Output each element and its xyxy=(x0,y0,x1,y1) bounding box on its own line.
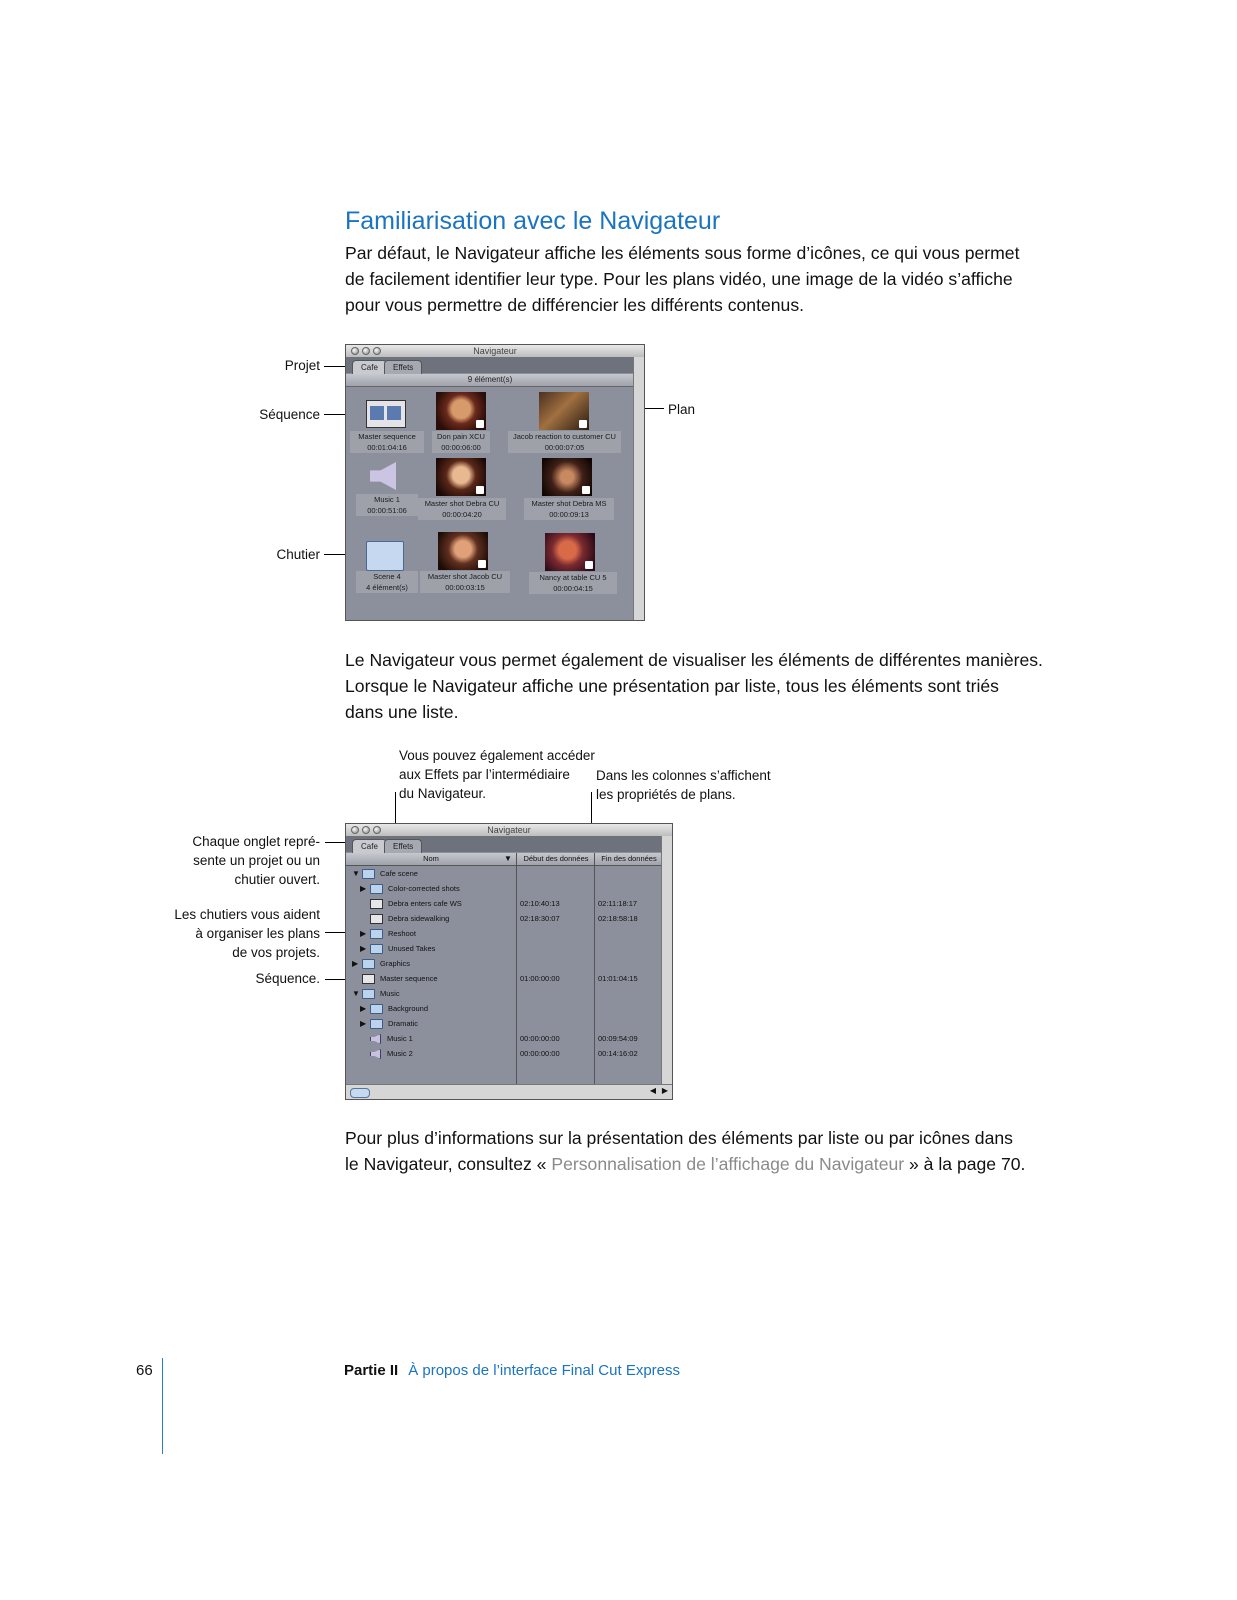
row-end-time: 02:11:18:17 xyxy=(598,899,638,908)
audio-icon xyxy=(370,1049,381,1059)
speaker-icon xyxy=(478,560,486,568)
item-label: Master sequence 00:01:04:16 xyxy=(350,431,424,453)
item-label: Don pain XCU 00:00:06:00 xyxy=(432,431,490,453)
column-header-row xyxy=(346,853,662,866)
page-number: 66 xyxy=(136,1362,153,1379)
bin-folder-icon xyxy=(362,869,375,879)
window-title: Navigateur xyxy=(473,346,517,356)
callout-plan: Plan xyxy=(668,402,696,417)
bin-folder-icon xyxy=(370,1004,383,1014)
vertical-scrollbar[interactable] xyxy=(633,357,644,620)
row-end-time: 00:14:16:02 xyxy=(598,1049,638,1058)
sequence-icon[interactable] xyxy=(366,400,406,428)
clip-icon xyxy=(370,914,383,924)
bin-folder-icon[interactable] xyxy=(366,541,404,571)
clip-thumbnail-nancy[interactable] xyxy=(545,533,595,571)
row-start-time: 02:18:30:07 xyxy=(520,914,560,923)
callout-effets: Vous pouvez également accéder aux Effets par l’intermédiaire du Navigateur. xyxy=(399,748,595,801)
table-row[interactable] xyxy=(346,971,662,986)
section-heading: Familiarisation avec le Navigateur xyxy=(345,207,721,235)
row-name: Dramatic xyxy=(388,1019,419,1028)
item-label: Music 1 00:00:51:06 xyxy=(356,494,418,516)
row-name: Master sequence xyxy=(380,974,438,983)
horizontal-scrollbar[interactable] xyxy=(346,1084,672,1099)
table-row[interactable] xyxy=(346,1016,662,1031)
table-row[interactable] xyxy=(346,1046,662,1061)
footer-rule xyxy=(162,1358,163,1454)
bin-folder-icon xyxy=(370,929,383,939)
row-start-time: 00:00:00:00 xyxy=(520,1034,560,1043)
clip-thumbnail-jacob-reaction[interactable] xyxy=(539,392,589,430)
speaker-icon xyxy=(579,420,587,428)
list-view-paragraph: Le Navigateur vous permet également de visualiser les éléments de différentes manières. Lorsque le Navigateur affiche une présentation par liste, tous les éléments sont triés dans une liste. xyxy=(345,650,1043,722)
item-label: Nancy at table CU 5 00:00:04:15 xyxy=(529,572,617,594)
tab-effets[interactable]: Effets xyxy=(384,839,422,853)
clip-thumbnail-jacob-cu[interactable] xyxy=(438,532,488,570)
list-body xyxy=(346,866,662,1085)
bin-folder-icon xyxy=(362,989,375,999)
bin-folder-icon xyxy=(370,884,383,894)
navigator-window-list xyxy=(345,823,673,1100)
table-row[interactable] xyxy=(346,941,662,956)
audio-icon xyxy=(370,1034,381,1044)
row-name: Color-corrected shots xyxy=(388,884,460,893)
bin-folder-icon xyxy=(362,959,375,969)
row-name: Reshoot xyxy=(388,929,416,938)
tab-cafe[interactable]: Cafe xyxy=(352,839,387,853)
item-label: Master shot Debra MS 00:00:09:13 xyxy=(524,498,614,520)
table-row[interactable] xyxy=(346,1001,662,1016)
row-end-time: 00:09:54:09 xyxy=(598,1034,638,1043)
tab-effets[interactable]: Effets xyxy=(384,360,422,374)
row-end-time: 02:18:58:18 xyxy=(598,914,638,923)
window-title: Navigateur xyxy=(487,825,531,835)
row-name: Background xyxy=(388,1004,429,1013)
scroll-thumb[interactable] xyxy=(350,1088,370,1098)
tab-cafe[interactable]: Cafe xyxy=(352,360,387,374)
clip-thumbnail-debra-ms[interactable] xyxy=(542,458,592,496)
row-name: Unused Takes xyxy=(388,944,436,953)
callout-projet: Projet xyxy=(284,358,320,373)
disclosure-triangle-closed-icon[interactable]: ▶ xyxy=(360,1004,367,1013)
speaker-icon xyxy=(585,561,593,569)
row-name: Debra enters cafe WS xyxy=(388,899,462,908)
row-start-time: 00:00:00:00 xyxy=(520,1049,560,1058)
disclosure-triangle-closed-icon[interactable]: ▶ xyxy=(360,929,367,938)
speaker-icon xyxy=(476,420,484,428)
tab-strip xyxy=(346,836,672,852)
row-start-time: 01:00:00:00 xyxy=(520,974,560,983)
table-row[interactable] xyxy=(346,956,662,971)
row-name: Graphics xyxy=(380,959,411,968)
row-end-time: 01:01:04:15 xyxy=(598,974,638,983)
item-label: Scene 4 4 élément(s) xyxy=(356,571,418,593)
vertical-scrollbar[interactable] xyxy=(661,836,672,1085)
clip-thumbnail-don[interactable] xyxy=(436,392,486,430)
row-name: Cafe scene xyxy=(380,869,418,878)
more-info-paragraph: Pour plus d’informations sur la présentation des éléments par liste ou par icônes dans le Navigateur, consultez « Personnalisation de l’affichage du Navigateur » à la page 70. xyxy=(345,1128,1026,1174)
column-header-fin[interactable]: Fin des données xyxy=(601,854,657,863)
bin-folder-icon xyxy=(370,944,383,954)
row-start-time: 02:10:40:13 xyxy=(520,899,560,908)
item-count-bar: 9 élément(s) xyxy=(346,374,634,387)
callout-sequence: Séquence xyxy=(259,407,320,422)
navigator-window-icons xyxy=(345,344,645,621)
cross-reference-link[interactable]: Personnalisation de l’affichage du Navigateur xyxy=(551,1154,905,1174)
sort-chevron-down-icon[interactable]: ▼ xyxy=(504,854,512,863)
audio-icon[interactable] xyxy=(370,462,396,490)
scroll-left-arrow-icon[interactable]: ◀ xyxy=(649,1086,656,1095)
speaker-icon xyxy=(476,486,484,494)
column-header-nom[interactable]: Nom xyxy=(423,854,439,863)
intro-paragraph: Par défaut, le Navigateur affiche les éléments sous forme d’icônes, ce qui vous permet de facilement identifier leur type. Pour les plans vidéo, une image de la vidéo s’affiche pour vous permettre de différencier les différents contenus. xyxy=(345,243,1020,315)
disclosure-triangle-closed-icon[interactable]: ▶ xyxy=(360,944,367,953)
table-row[interactable] xyxy=(346,911,662,926)
clip-icon xyxy=(370,899,383,909)
table-row[interactable] xyxy=(346,926,662,941)
table-row[interactable] xyxy=(346,881,662,896)
disclosure-triangle-open-icon[interactable]: ▼ xyxy=(352,869,360,878)
sequence-icon xyxy=(362,974,375,984)
callout-chutier: Chutier xyxy=(276,547,320,562)
table-row[interactable] xyxy=(346,1031,662,1046)
running-footer: Partie II À propos de l’interface Final Cut Express xyxy=(344,1362,680,1379)
table-row[interactable] xyxy=(346,986,662,1001)
clip-thumbnail-debra-cu[interactable] xyxy=(436,458,486,496)
row-name: Music 2 xyxy=(387,1049,413,1058)
speaker-icon xyxy=(582,486,590,494)
callout-onglet: Chaque onglet repré- sente un projet ou un chutier ouvert. xyxy=(192,834,320,887)
item-label: Jacob reaction to customer CU 00:00:07:05 xyxy=(508,431,621,453)
row-name: Music 1 xyxy=(387,1034,413,1043)
disclosure-triangle-open-icon[interactable]: ▼ xyxy=(352,989,360,998)
callout-colonnes: Dans les colonnes s’affichent les propriétés de plans. xyxy=(596,768,771,802)
table-row[interactable] xyxy=(346,896,662,911)
bin-folder-icon xyxy=(370,1019,383,1029)
item-label: Master shot Jacob CU 00:00:03:15 xyxy=(420,571,510,593)
tab-strip xyxy=(346,357,644,373)
disclosure-triangle-closed-icon[interactable]: ▶ xyxy=(360,1019,367,1028)
item-label: Master shot Debra CU 00:00:04:20 xyxy=(418,498,506,520)
disclosure-triangle-closed-icon[interactable]: ▶ xyxy=(360,884,367,893)
table-row[interactable] xyxy=(346,866,662,881)
column-header-debut[interactable]: Début des données xyxy=(523,854,589,863)
row-name: Debra sidewalking xyxy=(388,914,450,923)
scroll-right-arrow-icon[interactable]: ▶ xyxy=(661,1086,668,1095)
row-name: Music xyxy=(380,989,400,998)
callout-chutiers: Les chutiers vous aident à organiser les plans de vos projets. xyxy=(174,907,320,960)
callout-sequence-list: Séquence. xyxy=(255,971,320,986)
disclosure-triangle-closed-icon[interactable]: ▶ xyxy=(352,959,359,968)
